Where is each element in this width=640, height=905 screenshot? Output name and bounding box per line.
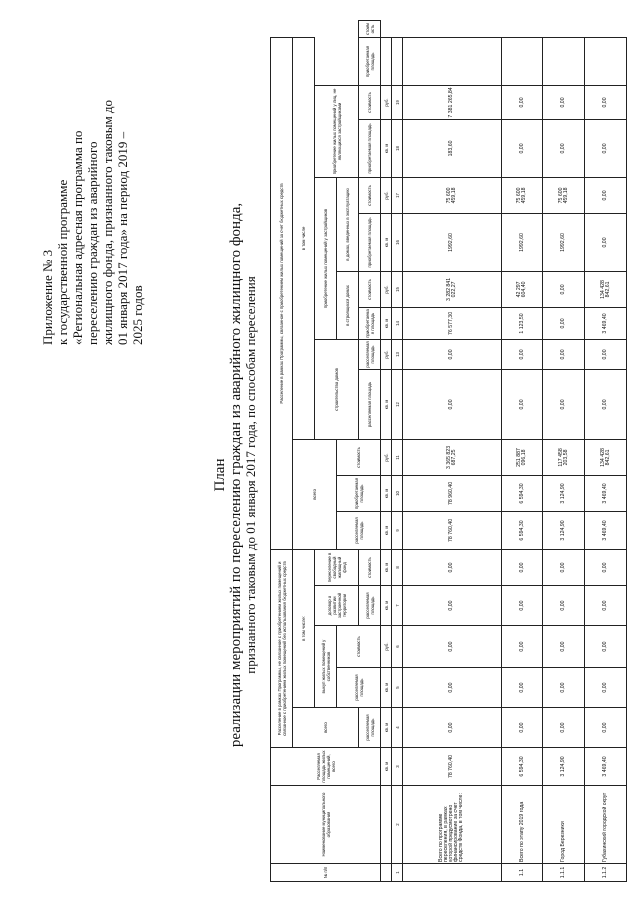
row-cell: 0,00	[543, 369, 585, 439]
colnum-cell: 18	[392, 119, 403, 177]
appendix-line: переселению граждан из аварийного	[85, 141, 100, 345]
th-stroyashchiesya: в строящихся домах	[337, 271, 359, 339]
row-cell: 42 297 604,40	[501, 271, 543, 307]
th-priobr-ploshchad: приобретаемая площадь	[337, 475, 381, 511]
colnum-cell: 6	[392, 626, 403, 668]
row-num: 1.1	[501, 864, 543, 882]
resettlement-plan-table	[270, 20, 627, 882]
row-cell: 0,00	[403, 369, 502, 439]
unit-cell: кв. м	[381, 213, 392, 271]
th-stroitelstvo: строительство домов	[315, 339, 359, 439]
row-cell: 0,00	[403, 708, 502, 748]
row-cell: 0,00	[585, 339, 627, 369]
colnum-cell: 15	[392, 271, 403, 307]
unit-cell: кв. м	[381, 748, 392, 786]
row-cell: 0,00	[543, 626, 585, 668]
row-cell: 6 594,30	[501, 475, 543, 511]
row-cell: 0,00	[585, 626, 627, 668]
row-cell: 3 365 823 687,25	[403, 439, 502, 475]
th-v-tom-chisle: в том числе:	[293, 549, 315, 707]
th-rass-ploshchad: расселяемая площадь	[359, 586, 381, 626]
unit-cell: кв. м	[381, 369, 392, 439]
colnum-cell: 14	[392, 307, 403, 339]
row-cell: 117 458 203,58	[543, 439, 585, 475]
appendix-line: Приложение № 3	[40, 249, 55, 345]
appendix-line: 01 января 2017 года» на период 2019 –	[115, 131, 130, 345]
row-name: Город Березники	[543, 786, 585, 864]
colnum-cell: 1	[392, 864, 403, 882]
row-cell: 0,00	[543, 307, 585, 339]
plan-title: План	[212, 458, 228, 492]
colnum-cell: 4	[392, 708, 403, 748]
row-cell: 3 282 841 022,27	[403, 271, 502, 307]
th-stoimost: стоимость	[359, 21, 381, 38]
row-name: Губахинский городской округ	[585, 786, 627, 864]
colnum-cell: 16	[392, 213, 403, 271]
unit-cell: кв. м	[381, 307, 392, 339]
row-cell: 251 887 096,18	[501, 439, 543, 475]
th-v-tom-chisle: в том числе	[293, 37, 315, 439]
row-name: Всего по этапу 2019 года	[501, 786, 543, 864]
row-cell: 78 760,40	[403, 511, 502, 549]
th-priobr-ploshchad: приобретаемая площадь	[359, 213, 381, 271]
row-cell: 0,00	[403, 626, 502, 668]
appendix-line: жилищного фонда, признанного таковым до	[100, 99, 115, 345]
row-num: 1.1.2	[585, 864, 627, 882]
colnum-cell: 10	[392, 475, 403, 511]
unit-cell	[381, 786, 392, 864]
row-cell: 3 469,40	[585, 475, 627, 511]
header-row	[271, 21, 293, 882]
row-cell: 0,00	[585, 85, 627, 119]
table-row	[585, 21, 627, 882]
row-cell: 1992,60	[403, 213, 502, 271]
row-cell: 3 124,90	[543, 511, 585, 549]
row-cell: 0,00	[585, 586, 627, 626]
colnum-row	[392, 21, 403, 882]
row-cell: 0,00	[585, 549, 627, 585]
colnum-cell: 9	[392, 511, 403, 549]
row-cell: 6 594,30	[501, 748, 543, 786]
row-cell: 3 469,40	[585, 307, 627, 339]
colnum-cell: 2	[392, 786, 403, 864]
row-cell: 0,00	[501, 708, 543, 748]
row-cell: 3 124,90	[543, 748, 585, 786]
colnum-cell: 17	[392, 177, 403, 213]
row-cell: 0,00	[585, 177, 627, 213]
th-stoimost: стоимость	[337, 439, 381, 475]
th-stoimost: стоимость	[359, 271, 381, 307]
row-cell: 0,00	[543, 549, 585, 585]
colnum-cell: 13	[392, 339, 403, 369]
row-cell: 0,00	[501, 668, 543, 708]
row-cell: 3 469,40	[585, 748, 627, 786]
row-cell: 3 124,90	[543, 475, 585, 511]
appendix-line: к государственной программе	[55, 179, 70, 345]
colnum-cell: 19	[392, 85, 403, 119]
unit-cell: руб.	[381, 177, 392, 213]
colnum-cell: 11	[392, 439, 403, 475]
th-rass-ploshchad: расселяемая площадь	[359, 339, 381, 369]
th-vykup: выкуп жилых помещений у собственников	[315, 626, 337, 708]
row-cell: 0,00	[585, 369, 627, 439]
row-cell: 0,00	[543, 586, 585, 626]
row-cell: 0,00	[585, 668, 627, 708]
row-cell: 0,00	[403, 586, 502, 626]
th-priobr-ploshchad: приобретаемая площадь	[359, 119, 381, 177]
unit-cell: кв. м	[381, 475, 392, 511]
th-dogovor: договор о развитии застроенной территории	[315, 586, 359, 626]
plan-subtitle-line1: реализации мероприятий по переселению граждан из аварийного жилищного фонда,	[228, 202, 244, 748]
th-rass-ploshchad: расселяемая площадь	[337, 511, 381, 549]
th-stoimost: стоимость	[359, 177, 381, 213]
row-cell: 0,00	[543, 339, 585, 369]
colnum-cell: 12	[392, 369, 403, 439]
row-cell: 183,60	[403, 119, 502, 177]
units-row	[381, 21, 392, 882]
th-priobretenie-zastr: приобретение жилых помещений у застройщиков	[315, 177, 337, 339]
row-cell: 0,00	[585, 119, 627, 177]
row-cell: 75 600 459,18	[501, 177, 543, 213]
th-vsego: всего	[293, 708, 359, 748]
row-cell: 3 469,40	[585, 511, 627, 549]
row-cell: 134 428 842,61	[585, 271, 627, 307]
th-municipality: Наименование муниципального образования	[271, 786, 381, 864]
row-cell	[403, 37, 502, 85]
row-cell: 0,00	[501, 626, 543, 668]
row-cell: 0,00	[543, 85, 585, 119]
th-rass-ploshchad: расселяемая площадь	[359, 708, 381, 748]
row-cell: 1 123,50	[501, 307, 543, 339]
row-cell: 75 600 459,18	[543, 177, 585, 213]
unit-cell: кв. м	[381, 668, 392, 708]
th-budget: Расселение в рамках Программы, связанное с приобретением жилых помещений за счет бюджетных средств	[271, 37, 293, 549]
th-vvedennye: в домах, введенных в эксплуатацию	[337, 177, 359, 271]
row-cell: 0,00	[403, 549, 502, 585]
row-cell: 0,00	[543, 708, 585, 748]
row-cell: 0,00	[501, 85, 543, 119]
row-cell: 1992,60	[543, 213, 585, 271]
colnum-cell	[392, 37, 403, 85]
row-cell: 0,00	[585, 213, 627, 271]
row-cell: 6 594,30	[501, 511, 543, 549]
row-cell	[543, 37, 585, 85]
th-rass-ploshchad: расселяемая площадь	[337, 668, 381, 708]
th-stoimost: стоимость	[359, 549, 381, 585]
row-cell: 0,00	[543, 668, 585, 708]
th-stoimost: стоимость	[337, 626, 381, 668]
unit-cell: руб.	[381, 85, 392, 119]
th-stoimost: стоимость	[359, 85, 381, 119]
unit-cell: руб.	[381, 339, 392, 369]
row-cell: 0,00	[403, 339, 502, 369]
th-priobretenie-lic: приобретение жилых помещений у лиц, не являющихся застройщиками	[315, 85, 359, 177]
unit-cell: кв. м	[381, 586, 392, 626]
unit-cell: руб.	[381, 439, 392, 475]
table-row	[501, 21, 543, 882]
row-cell: 78 960,40	[403, 475, 502, 511]
th-rass-ploshchad: расселяемая площадь	[359, 369, 381, 439]
row-cell: 0,00	[501, 119, 543, 177]
row-cell: 75 600 459,18	[403, 177, 502, 213]
unit-cell: руб.	[381, 626, 392, 668]
row-cell: 0,00	[501, 369, 543, 439]
row-cell: 0,00	[585, 708, 627, 748]
th-no-budget: Расселение в рамках Программы, не связанное с приобретением жилых помещений и связанное с приобретением жилых помещений без использования бюджетных средств	[271, 549, 293, 747]
plan-subtitle-line2: признанного таковым до 01 января 2017 года, по способам переселения	[243, 276, 258, 674]
th-priobr-ploshchad: приобретаемая площадь	[359, 37, 381, 85]
unit-cell	[381, 37, 392, 85]
row-cell	[585, 37, 627, 85]
table-row	[543, 21, 585, 882]
th-pereselenie: переселение в свободный жилищный фонд	[315, 549, 359, 585]
unit-cell: руб.	[381, 271, 392, 307]
colnum-cell: 7	[392, 586, 403, 626]
colnum-cell: 3	[392, 748, 403, 786]
th-total-area: Расселяемая площадь жилых помещений, всего	[271, 748, 381, 786]
row-num	[403, 864, 502, 882]
row-cell: 134 428 842,61	[585, 439, 627, 475]
row-cell: 0,00	[403, 668, 502, 708]
row-cell	[501, 37, 543, 85]
unit-cell: кв. м	[381, 549, 392, 585]
row-cell: 0,00	[543, 119, 585, 177]
colnum-cell: 5	[392, 668, 403, 708]
table-row	[403, 21, 502, 882]
appendix-header	[40, 25, 145, 345]
row-cell: 0,00	[501, 549, 543, 585]
unit-cell: кв. м	[381, 511, 392, 549]
row-name: Всего по программе переселения, в рамках которой предусмотрено финансирование за счет средств Фонда, в том числе:	[403, 786, 502, 864]
row-cell: 7 381 265,84	[403, 85, 502, 119]
row-cell: 0,00	[501, 339, 543, 369]
row-cell: 76 577,30	[403, 307, 502, 339]
row-cell: 0,00	[543, 271, 585, 307]
unit-cell: кв. м	[381, 708, 392, 748]
th-num: № п/п	[271, 864, 381, 882]
row-num: 1.1.1	[543, 864, 585, 882]
th-priobr-ploshchad: приобретаемая площадь	[359, 307, 381, 339]
row-cell: 1992,60	[501, 213, 543, 271]
colnum-cell: 8	[392, 549, 403, 585]
row-cell: 0,00	[501, 586, 543, 626]
appendix-line: «Региональная адресная программа по	[70, 130, 85, 345]
plan-heading	[212, 85, 258, 865]
unit-cell: кв. м	[381, 119, 392, 177]
th-vsego: всего	[293, 439, 337, 549]
appendix-line: 2025 годов	[130, 285, 145, 345]
row-cell: 78 760,40	[403, 748, 502, 786]
unit-cell	[381, 864, 392, 882]
